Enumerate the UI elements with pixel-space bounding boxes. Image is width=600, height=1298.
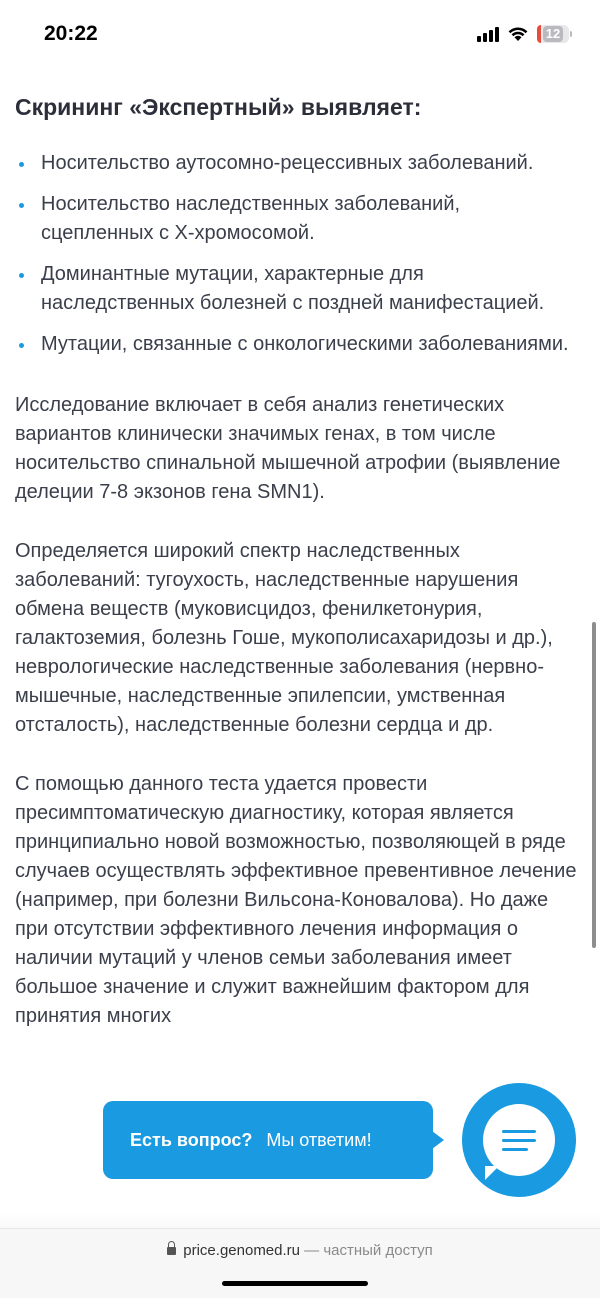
browser-bottom-bar[interactable] xyxy=(0,1228,600,1298)
chat-bubble-arrow xyxy=(428,1128,444,1152)
feature-list xyxy=(15,149,577,359)
paragraph-diagnostics: С помощью данного теста удается провести пресимптоматическую диагностику, которая является принципиально новой возможностью, позволяющей в ряде случаев осуществлять эффективное превентивное лечение (например, при болезни Вильсона-Коновалова). Но даже при отсутствии эффективного лечения информация о наличии мутаций у членов семьи заболевания имеет большое значение и служит важнейшим фактором для принятия многих xyxy=(15,773,577,1027)
wifi-icon xyxy=(507,26,529,42)
url-host: price.genomed.ru xyxy=(183,1242,300,1259)
list-item: Доминантные мутации, характерные для наследственных болезней с поздней манифестацией. xyxy=(15,260,577,318)
chat-answer: Мы ответим! xyxy=(266,1129,372,1150)
list-item: Мутации, связанные с онкологическими заболеваниями. xyxy=(15,330,577,359)
status-bar xyxy=(0,0,600,72)
chat-icon xyxy=(483,1104,555,1176)
chat-prompt-bubble[interactable] xyxy=(103,1101,433,1179)
chat-button[interactable] xyxy=(462,1083,576,1197)
battery-icon xyxy=(537,25,572,43)
lock-icon xyxy=(167,1247,176,1255)
paragraph-diseases: Определяется широкий спектр наследственных заболеваний: тугоухость, наследственные нарушения обмена веществ (муковисцидоз, фенилкетонурия, галактоземия, болезнь Гоше, мукополисахаридозы и др.), неврологические наследственные заболевания (нервно-мышечные, наследственные эпилепсии, умственная отсталость), наследственные болезни сердца и др. xyxy=(15,540,553,736)
list-item: Носительство наследственных заболеваний, сцепленных с X-хромосомой. xyxy=(15,190,577,248)
list-item: Носительство аутосомно-рецессивных заболеваний. xyxy=(15,149,577,178)
status-time: 20:22 xyxy=(44,22,98,45)
home-indicator[interactable] xyxy=(222,1281,368,1286)
status-icons xyxy=(477,25,572,43)
cellular-signal-icon xyxy=(477,26,499,42)
url-privacy-note: — частный доступ xyxy=(304,1242,433,1259)
article-content xyxy=(15,94,577,1031)
section-title: Скрининг «Экспертный» выявляет: xyxy=(15,94,422,120)
battery-level: 12 xyxy=(543,26,563,42)
paragraph-research: Исследование включает в себя анализ генетических вариантов клинически значимых генах, в том числе носительство спинальной мышечной атрофии (выявление делеции 7-8 экзонов гена SMN1). xyxy=(15,394,561,503)
address-bar[interactable] xyxy=(0,1242,600,1259)
scrollbar[interactable] xyxy=(592,622,596,948)
chat-question: Есть вопрос? xyxy=(130,1129,253,1150)
